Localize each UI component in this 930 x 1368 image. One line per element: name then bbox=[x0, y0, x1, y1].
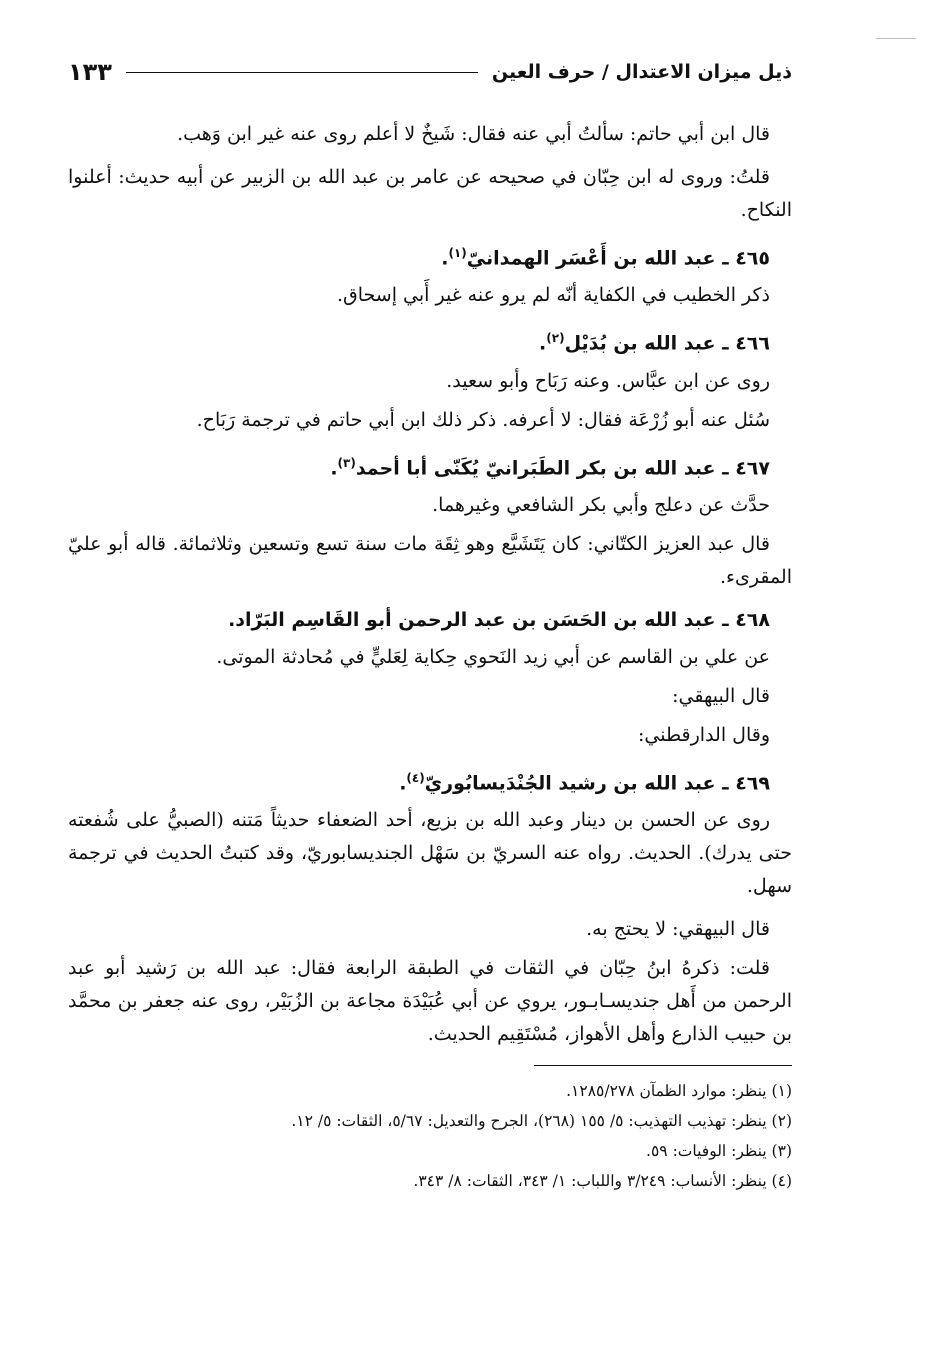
paragraph: وقال الدارقطني: bbox=[637, 723, 770, 746]
entry-heading-465 bbox=[68, 237, 792, 275]
entry-title: ٤٦٨ ـ عبد الله بن الحَسَن بن عبد الرحمن أبو القَاسِم البَرّاد. bbox=[228, 608, 770, 631]
entry-period: . bbox=[441, 247, 449, 270]
paragraph: قال ابن أبي حاتم: سألتُ أبي عنه فقال: شَيخٌ لا أعلم روى عنه غير ابن وَهب. bbox=[177, 123, 770, 145]
footnote: (٣) ينظر: الوفيات: ٥٩. bbox=[646, 1142, 792, 1161]
book-page bbox=[68, 50, 792, 1348]
paragraph: قال البيهقي: لا يحتج به. bbox=[586, 918, 770, 941]
paragraph: روى عن ابن عبَّاس. وعنه رَبَاح وأبو سعيد. bbox=[446, 369, 770, 392]
entry-heading-468 bbox=[68, 604, 792, 637]
footnote-ref: (٤) bbox=[406, 770, 425, 785]
entry-title: ٤٦٩ ـ عبد الله بن رشيد الجُنْدَيسابُوريّ bbox=[424, 772, 770, 795]
footnotes bbox=[68, 1076, 792, 1196]
footnote: (٢) ينظر: تهذيب التهذيب: ٥/ ١٥٥ (٢٦٨)، الجرح والتعديل: ٥/٦٧، الثقات: ٥/ ١٢. bbox=[291, 1112, 792, 1131]
paragraph: عن علي بن القاسم عن أبي زيد النَحوي حِكاية لِعَليٍّ في مُحادثة الموتى. bbox=[216, 645, 770, 668]
paragraph: قال عبد العزيز الكتّاني: كان يَتَشَيَّع وهو ثِقَة مات سنة تسع وتسعين وثلاثمائة. قاله أبو عليّ المقرىء. bbox=[68, 532, 792, 588]
footnote: (١) ينظر: موارد الظمآن ١٢٨٥/٢٧٨. bbox=[566, 1082, 792, 1101]
main-text bbox=[68, 118, 792, 1051]
paragraph: قال البيهقي: bbox=[672, 684, 770, 707]
entry-title: ٤٦٥ ـ عبد الله بن أَعْسَر الهمدانيّ bbox=[466, 247, 770, 270]
header-title: ذيل ميزان الاعتدال / حرف العين bbox=[491, 61, 792, 83]
footnote-ref: (٢) bbox=[546, 331, 565, 346]
page-number: ١٣٣ bbox=[68, 58, 112, 86]
entry-heading-467 bbox=[68, 447, 792, 485]
paragraph: قلتُ: وروى له ابن حِبّان في صحيحه عن عامر بن عبد الله بن الزبير عن أبيه حديث: أعلنوا النكاح. bbox=[68, 166, 792, 221]
paragraph: روى عن الحسن بن دينار وعبد الله بن بزيع، أحد الضعفاء حديثاً مَتنه (الصبيُّ على شُفعته حتى يدرك). الحديث. رواه عنه السريّ بن سَهْل الجنديسابوريّ، وقد كتبتُ الحديث في ترجمة سهل. bbox=[68, 809, 792, 898]
paragraph: سُئل عنه أبو زُرْعَة فقال: لا أعرفه. ذكر ذلك ابن أبي حاتم في ترجمة رَبَاح. bbox=[196, 408, 770, 431]
footnote: (٤) ينظر: الأنساب: ٣/٢٤٩ واللباب: ١/ ٣٤٣، الثقات: ٨/ ٣٤٣. bbox=[413, 1172, 792, 1191]
footnote-ref: (١) bbox=[448, 246, 467, 260]
footnote-ref: (٣) bbox=[337, 455, 356, 470]
entry-period: . bbox=[399, 772, 407, 795]
entry-period: . bbox=[539, 332, 547, 355]
footnote-separator bbox=[534, 1065, 792, 1066]
entry-period: . bbox=[330, 456, 338, 479]
paragraph: حدَّث عن دعلج وأبي بكر الشافعي وغيرهما. bbox=[432, 493, 770, 516]
header-rule bbox=[126, 72, 478, 73]
paragraph: ذكر الخطيب في الكفاية أنّه لم يرو عنه غير أَبي إسحاق. bbox=[336, 284, 770, 307]
entry-heading-469 bbox=[68, 762, 792, 800]
scan-corner-mark bbox=[876, 38, 916, 39]
entry-heading-466 bbox=[68, 322, 792, 360]
running-header bbox=[68, 50, 792, 94]
paragraph: قلت: ذكرهُ ابنُ حِبّان في الثقات في الطبقة الرابعة فقال: عبد الله بن رَشيد أبو عبد الرحمن من أَهل جنديسـابـور، يروي عن أبي عُبَيْدَة مجاعة بن الزُبَيْر، روى عنه جعفر بن محمَّد بن حبيب الذارع وأهل الأهواز، مُسْتَقِيم الحديث. bbox=[68, 957, 792, 1046]
entry-title: ٤٦٦ ـ عبد الله بن بُدَيْل bbox=[564, 332, 770, 355]
entry-title: ٤٦٧ ـ عبد الله بن بكر الطَبَرانيّ يُكَنّى أبا أحمد bbox=[355, 456, 770, 479]
